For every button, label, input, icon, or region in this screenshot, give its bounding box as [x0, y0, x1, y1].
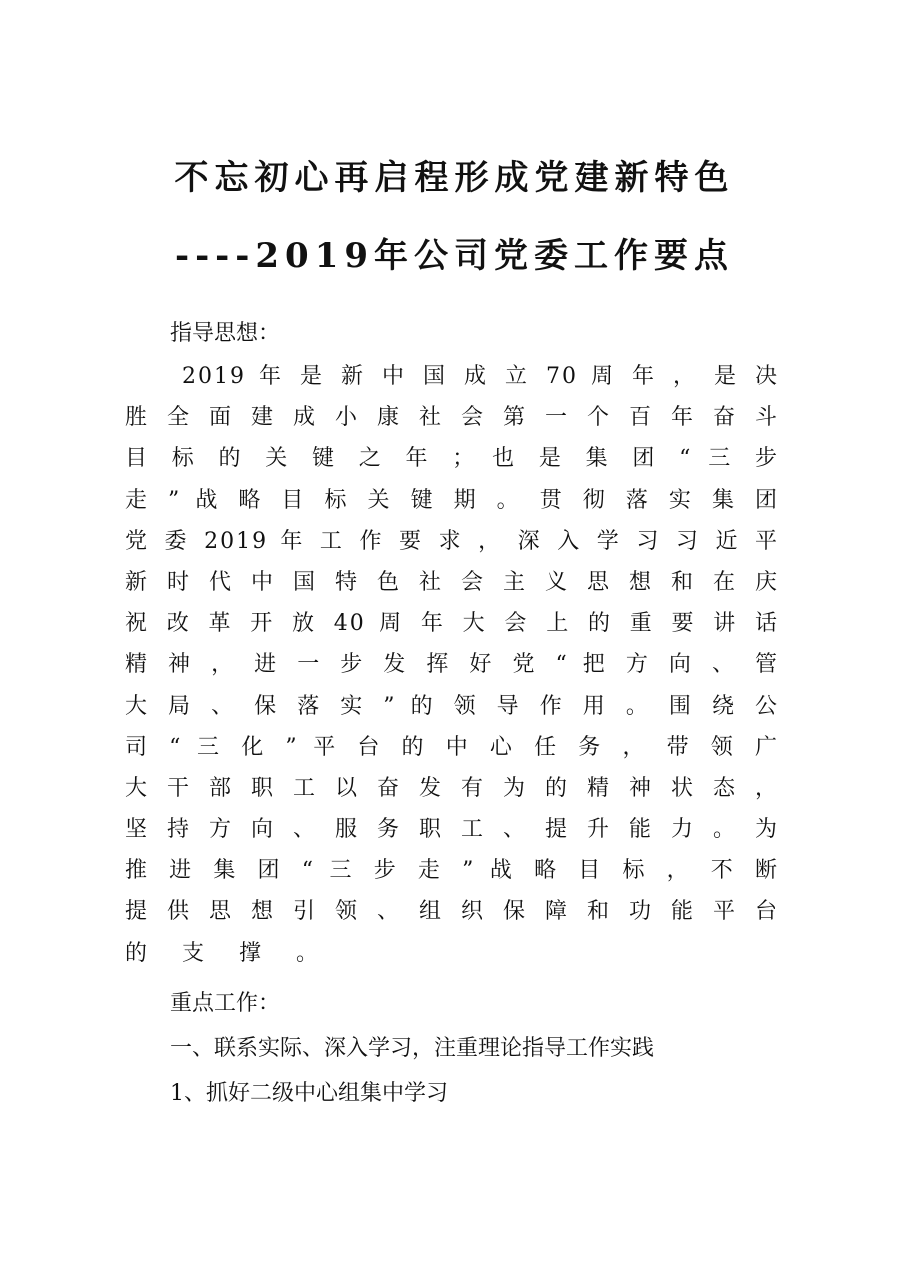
- document-title: 不忘初心再启程形成党建新特色: [174, 158, 735, 198]
- paragraph-line: 大 局 、 保 落 实 ” 的 领 导 作 用 。 围 绕 公: [125, 693, 779, 719]
- paragraph-line: 大 干 部 职 工 以 奋 发 有 为 的 精 神 状 态 ，: [125, 775, 779, 801]
- item-heading-one: 1、抓好二级中心组集中学习: [170, 1081, 448, 1106]
- guiding-paragraph: [125, 356, 779, 974]
- guiding-thought-label: 指导思想：: [170, 321, 281, 346]
- paragraph-line: 推 进 集 团 “ 三 步 走 ” 战 略 目 标 ， 不 断: [125, 858, 779, 884]
- paragraph-line: 提 供 思 想 引 领 、 组 织 保 障 和 功 能 平 台: [125, 899, 779, 925]
- paragraph-line: 目 标 的 关 键 之 年 ； 也 是 集 团 “ 三 步: [125, 446, 779, 472]
- key-work-label: 重点工作：: [170, 991, 281, 1016]
- paragraph-line: 走 ” 战 略 目 标 关 键 期 。 贯 彻 落 实 集 团: [125, 487, 779, 513]
- paragraph-line: 胜 全 面 建 成 小 康 社 会 第 一 个 百 年 奋 斗: [125, 405, 779, 431]
- paragraph-line: 精 神 ， 进 一 步 发 挥 好 党 “ 把 方 向 、 管: [125, 652, 779, 678]
- paragraph-line: 坚 持 方 向 、 服 务 职 工 、 提 升 能 力 。 为: [125, 817, 779, 843]
- paragraph-line: 祝 改 革 开 放 40 周 年 大 会 上 的 重 要 讲 话: [125, 611, 779, 637]
- paragraph-line: 2019 年 是 新 中 国 成 立 70 周 年 ， 是 决: [182, 364, 779, 389]
- paragraph-line: 司 “ 三 化 ” 平 台 的 中 心 任 务 ， 带 领 广: [125, 734, 779, 760]
- paragraph-line: 的 支 撑 。: [125, 940, 332, 966]
- section-heading-one: 一、联系实际、深入学习，注重理论指导工作实践: [170, 1036, 655, 1061]
- paragraph-line: 新 时 代 中 国 特 色 社 会 主 义 思 想 和 在 庆: [125, 569, 779, 595]
- paragraph-line: 党 委 2019 年 工 作 要 求 ， 深 入 学 习 习 近 平: [125, 528, 779, 554]
- document-subtitle: ----2019年公司党委工作要点: [174, 236, 735, 276]
